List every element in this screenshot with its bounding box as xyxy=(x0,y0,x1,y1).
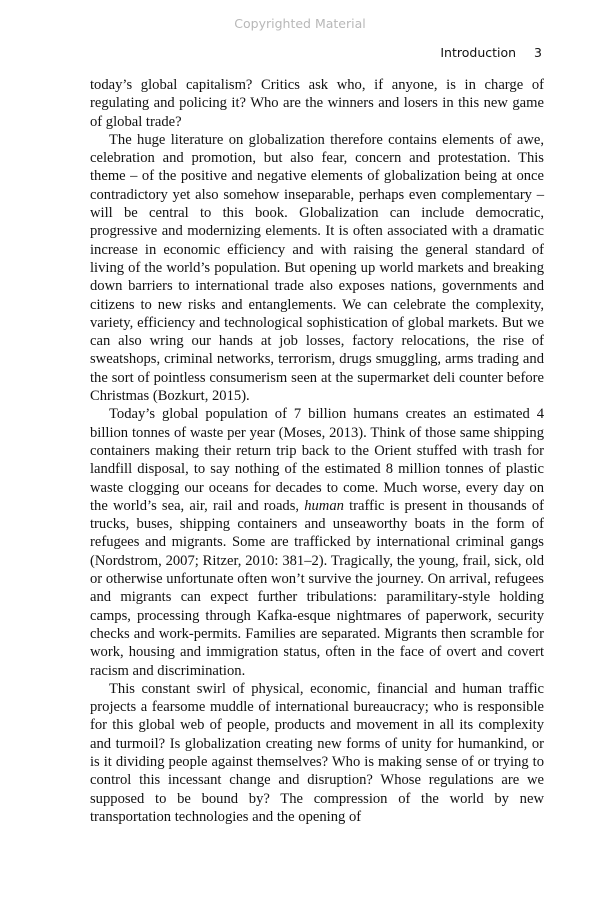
paragraph-text: Today’s global population of 7 billion humans creates an estimated 4 billion tonnes of waste per year (Moses, 2013). Think of those same shipping containers making their return trip back to the Orient stuffed with trash for landfill disposal, to say nothing of the estimated 8 million tonnes of plastic waste clogging our oceans for decades to come. Much worse, every day on the world’s sea, air, rail and roads, xyxy=(90,406,544,514)
paragraph xyxy=(90,680,544,826)
chapter-title: Introduction xyxy=(440,45,517,60)
paragraph-text: The huge literature on globalization therefore contains elements of awe, celebration and promotion, but also fear, concern and protestation. This theme – of the positive and negative elements of globalization being at once contradictory yet also somehow inseparable, perhaps even complementary – will be central to this book. Globalization can include democratic, progressive and modernizing elements. It is often associated with a dramatic increase in economic efficiency and with raising the general standard of living of the world’s population. But opening up world markets and breaking down barriers to international trade also exposes nations, governments and citizens to new risks and entanglements. We can celebrate the complexity, variety, efficiency and technological sophistication of global markets. But we can also wring our hands at job losses, factory relocations, the rise of sweatshops, criminal networks, terrorism, drugs smuggling, arms trading and the sort of pointless consumerism seen at the supermarket deli counter before Christmas (Bozkurt, 2015). xyxy=(90,131,544,405)
paragraph-text: traffic is present in thousands of trucks, buses, shipping containers and unseaworthy boats in the form of refugees and migrants. Some are trafficked by international criminal gangs (Nordstrom, 2007; Ritzer, 2010: 381–2). Tragically, the young, frail, sick, old or otherwise unfortunate often won’t survive the journey. On arrival, refugees and migrants can expect further tribulations: paramilitary-style holding camps, processing through Kafka-esque nightmares of paperwork, security checks and work-permits. Families are separated. Migrants then scramble for work, housing and immigration status, often in the face of overt and covert racism and discrimination. xyxy=(90,497,544,679)
paragraph-text: today’s global capitalism? Critics ask who, if anyone, is in charge of regulating and policing it? Who are the winners and losers in this new game of global trade? xyxy=(90,77,544,130)
paragraph xyxy=(90,131,544,405)
italic-emphasis: human xyxy=(304,497,344,514)
running-header xyxy=(440,45,542,60)
paragraph xyxy=(90,405,544,679)
page-number: 3 xyxy=(534,45,542,60)
paragraph xyxy=(90,76,544,131)
copyright-watermark: Copyrighted Material xyxy=(234,16,366,31)
paragraph-text: This constant swirl of physical, economic, financial and human traffic projects a fearsome muddle of international bureaucracy; who is responsible for this global web of people, products and movement in all its complexity and turmoil? Is globalization creating new forms of unity for humankind, or is it dividing people against themselves? Who is making sense of or trying to control this incessant change and disruption? Whose regulations are we supposed to be bound by? The compression of the world by new transportation technologies and the opening of xyxy=(90,680,544,825)
body-text xyxy=(90,76,544,826)
